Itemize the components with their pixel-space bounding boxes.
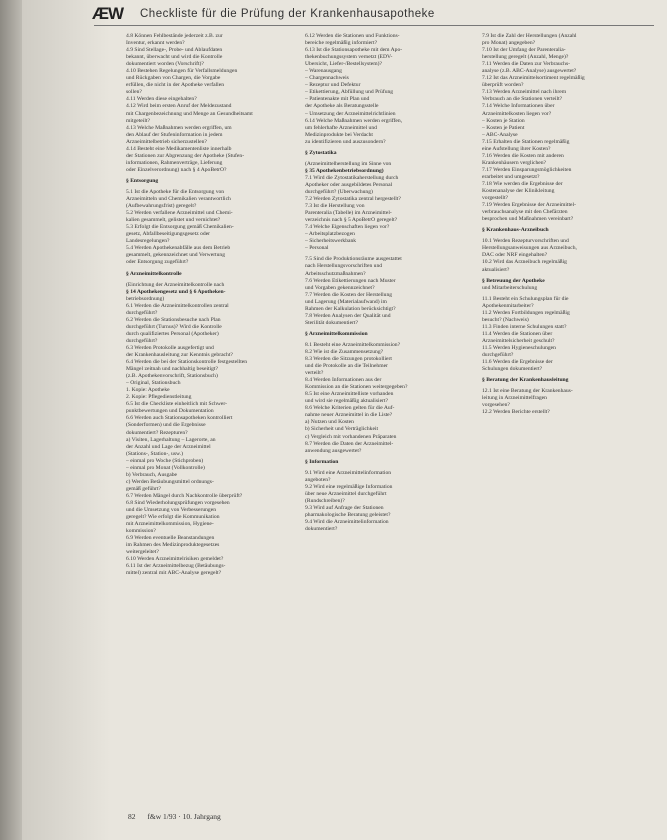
text-line: betriebsordnung)	[126, 295, 165, 302]
text-line: c) Werden Betäubungsmittel ordnungs-	[126, 478, 214, 485]
text-line: Kostenanalyse der Klinikleitung	[482, 188, 555, 195]
text-line: durchgeführt? (Überwachung)	[305, 188, 373, 195]
page-number: 82	[128, 812, 136, 821]
text-line: bereiche regelmäßig informiert?	[305, 40, 378, 47]
text-line: 8.3 Werden die Sitzungen protokolliert	[305, 356, 392, 363]
text-line: oder Entsorgung zugeführt?	[126, 259, 189, 266]
text-line: – Personal	[305, 245, 329, 252]
text-line: 7.8 Werden Analysen der Qualität und	[305, 312, 391, 319]
section-heading: § 14 Apothekengesetz und § 6 Apotheken-	[126, 288, 226, 295]
text-line: Parenteralia (Tabelle) im Arzneimittel-	[305, 210, 392, 217]
text-line: analyse (z.B. ABC-Analyse) ausgewertet?	[482, 68, 577, 75]
text-line: Apotheker oder ausgebildetes Personal	[305, 181, 393, 188]
text-line: verbrauchsanalyse mit den Chefärzten	[482, 209, 568, 216]
text-line: 7.2 Werden Zytostatika zentral hergestellt?	[305, 196, 401, 203]
page-header	[92, 4, 652, 26]
text-line: nahme neuer Arzneimittel in die Liste?	[305, 412, 393, 419]
page-title: Checkliste für die Prüfung der Krankenhausapotheke	[140, 8, 435, 20]
section-heading: § Arzneimittelkontrolle	[126, 270, 182, 277]
text-line: 4.11 Werden diese eingehalten?	[126, 96, 197, 103]
text-line: (Aufbewahrungsfrist) geregelt?	[126, 203, 197, 210]
text-line: (Stations-, Station-, usw.)	[126, 450, 183, 457]
section-heading: § Betreuung der Apotheke	[482, 277, 545, 284]
text-line: 7.13 Werden Arzneimittel nach ihrem	[482, 89, 567, 96]
text-line: und Vorgaben gekennzeichnet?	[305, 284, 375, 291]
text-line: 7.11 Werden die Daten zur Verbrauchs-	[482, 61, 570, 68]
text-line: – Kosten je Patient	[482, 124, 525, 131]
section-heading: § Arzneimittelkommission	[305, 330, 368, 337]
text-line: 9.1 Wird eine Arzneimittelinformation	[305, 469, 392, 476]
text-line: 7.15 Erhalten die Stationen regelmäßig	[482, 138, 570, 145]
text-line: dokumentiert? Rezepturen?	[126, 429, 188, 436]
text-line: 6.6 Werden auch Stationsapotheken kontrolliert	[126, 415, 233, 422]
text-line: Rahmen der Kalkulation berücksichtigt?	[305, 305, 396, 312]
text-line: Verbrauch an die Stationen verteilt?	[482, 96, 563, 103]
footer-source: f&w 1/93 · 10. Jahrgang	[147, 812, 221, 821]
text-line: – Etikettierung, Abfüllung und Prüfung	[305, 89, 394, 96]
text-line: 7.9 Ist die Zahl der Herstellungen (Anzahl	[482, 33, 577, 39]
text-line: 4.8 Können Fehlbestände jederzeit z.B. zur	[126, 33, 223, 39]
text-line: 6.13 Ist die Stationsapotheke mit dem Apo-	[305, 47, 403, 54]
text-line: und wird sie regelmäßig aktualisiert?	[305, 398, 388, 405]
text-line: – Umsetzung der Arzneimittelrichtlinien	[305, 110, 396, 117]
text-line: 6.11 Ist der Arzneimittelbezug (Betäubungs-	[126, 563, 226, 570]
text-line: 6.14 Welche Maßnahmen werden ergriffen,	[305, 117, 403, 124]
text-line: 4.13 Welche Maßnahmen werden ergriffen, um	[126, 124, 232, 131]
text-line: durchgeführt?	[126, 309, 158, 316]
text-line: bekannt, überwacht und wird die Kontrolle	[126, 54, 223, 61]
text-line: mitgeteilt?	[126, 117, 150, 124]
text-line: – einmal pro Monat (Vollkontrolle)	[126, 464, 205, 471]
text-line: DAC oder NRF eingehalten?	[482, 252, 548, 259]
text-line: mit Arzneimittelkommission, Hygiene-	[126, 521, 214, 528]
text-line: 4.12 Wird beim ersten Anruf der Meldezustand	[126, 103, 232, 110]
section-heading: § Beratung der Krankenhausleitung	[482, 377, 569, 384]
text-line: nach Herstellungsvorschriften und	[305, 263, 383, 270]
text-line: gesammelt, gekennzeichnet und Verwertung	[126, 252, 225, 259]
text-line: Mängel zeitnah und nachhaltig beseitigt?	[126, 366, 218, 373]
text-line: 5.3 Erfolgt die Entsorgung gemäß Chemikalien-	[126, 224, 234, 231]
text-line: – einmal pro Woche (Stichproben)	[126, 457, 204, 464]
text-line: im Rahmen des Medizinproduktegesetzes	[126, 542, 220, 549]
text-line: 5.4 Werden Apothekenabfälle aus dem Betrieb	[126, 245, 231, 252]
text-line: 9.3 Wird auf Anfrage der Stationen	[305, 504, 384, 511]
text-line: über neue Arzneimittel durchgeführt	[305, 490, 387, 497]
text-line: zu identifizieren und auszusondern?	[305, 138, 386, 145]
text-line: Inventur, erkannt werden?	[126, 40, 185, 47]
text-line: (Einrichtung der Arzneimittelkontrolle nach	[126, 281, 225, 288]
text-line: Schulungen dokumentiert?	[482, 366, 543, 373]
text-line: Apothekenmitarbeiter?	[482, 302, 534, 309]
text-line: leitung in Arzneimittelfragen	[482, 395, 547, 402]
text-line: 8.1 Besteht eine Arzneimittelkommission?	[305, 341, 401, 348]
text-line: 4.9 Sind Stellage-, Probe- und Ablaufdaten	[126, 47, 223, 54]
text-line: 11.5 Werden Hygieneschulungen	[482, 344, 556, 351]
text-line: 11.1 Besteht ein Schulungsplan für die	[482, 295, 569, 302]
text-line: (Arzneimittelherstellung im Sinne von	[305, 160, 392, 167]
text-line: 7.12 Ist das Arzneimittelsortiment regelmäßig	[482, 75, 585, 82]
text-line: 7.4 Welche Eigenschaften liegen vor?	[305, 224, 390, 231]
text-line: kalien gesammelt, gelistet und vernichtet?	[126, 217, 221, 224]
text-line: Arzneimittelbetrieb sicherzustellen?	[126, 138, 207, 145]
text-column-3	[482, 33, 654, 803]
text-line: – Original, Stationsbuch	[126, 380, 181, 387]
text-line: durch qualifiziertes Personal (Apotheker)	[126, 330, 219, 337]
text-line: 7.10 Ist der Umfang der Parenteralia-	[482, 47, 566, 54]
text-line: mit Chargenbezeichnung und Menge an Gesundheitsamt	[126, 110, 253, 117]
text-column-1	[126, 33, 296, 803]
text-line: b) Verbrauch, Ausgabe	[126, 471, 178, 478]
text-line: kommission?	[126, 528, 156, 535]
text-line: um fehlerhafte Arzneimittel und	[305, 124, 377, 131]
text-line: – Sicherheitswerkbank	[305, 238, 357, 245]
book-gutter	[0, 0, 22, 840]
text-line: erfüllen, die nicht in der Apotheke verfallen	[126, 82, 225, 89]
text-line: 7.14 Welche Informationen über	[482, 103, 555, 110]
text-line: 7.3 Ist die Herstellung von	[305, 203, 365, 210]
text-line: thekenbuchungssystem vernetzt (EDV-	[305, 54, 393, 61]
section-heading: § Entsorgung	[126, 177, 159, 184]
text-line: 11.6 Werden die Ergebnisse der	[482, 359, 553, 366]
text-line: dokumentiert?	[305, 526, 338, 533]
text-line: b) Sicherheit und Verträglichkeit	[305, 426, 379, 433]
text-line: 11.3 Finden interne Schulungen statt?	[482, 323, 567, 330]
section-heading: § Information	[305, 458, 339, 465]
text-line: 7.17 Werden Einsparungsmöglichkeiten	[482, 166, 572, 173]
text-line: und die Umsetzung von Verbesserungen	[126, 507, 216, 514]
text-line: punktbewertungen und Dokumentation	[126, 408, 214, 415]
text-line: 10.2 Wird das Arzneibuch regelmäßig	[482, 259, 567, 266]
text-line: und die Protokolle an die Teilnehmer	[305, 363, 388, 370]
text-line: eine Aufstellung ihrer Kosten?	[482, 145, 551, 152]
text-line: (Rundschreiben)?	[305, 497, 345, 504]
text-line: Krankenhäusern verglichen?	[482, 159, 547, 166]
text-line: 8.5 Ist eine Arzneimittelliste vorhanden	[305, 391, 394, 398]
section-heading: § Krankenhaus-Arzneibuch	[482, 227, 549, 234]
text-line: 12.1 Ist eine Beratung der Krankenhaus-	[482, 388, 573, 395]
text-line: informationen, Rahmenverträge, Lieferung	[126, 159, 223, 166]
page-footer	[128, 812, 231, 821]
section-heading: § Zytostatika	[305, 149, 337, 156]
text-line: 11.4 Werden die Stationen über	[482, 330, 553, 337]
text-line: 1. Kopie: Apotheke	[126, 387, 170, 394]
text-line: der Anzahl und Lage der Arzneimittel	[126, 443, 211, 450]
text-line: Landesregelungen?	[126, 238, 170, 245]
text-line: 8.7 Werden die Daten der Arzneimittel-	[305, 440, 394, 447]
text-line: Medizinprodukte bei Verdacht	[305, 131, 373, 138]
text-line: geregelt? Wie erfolgt die Kommunikation	[126, 514, 220, 521]
text-line: 6.3 Werden Protokolle ausgefertigt und	[126, 344, 214, 351]
text-line: – ABC-Analyse	[482, 131, 518, 138]
text-line: – Chargennachweis	[305, 75, 349, 82]
text-line: durchgeführt?	[126, 337, 158, 344]
text-line: 6.5 Ist die Checkliste einheitlich mit Schwer-	[126, 401, 228, 408]
text-line: – Rezeptur und Defektur	[305, 82, 361, 89]
text-line: – Warenausgang	[305, 68, 342, 75]
text-line: sollen?	[126, 89, 142, 96]
text-line: erarbeitet und umgesetzt?	[482, 173, 540, 180]
text-line: Arzneimittelkosten liegen vor?	[482, 110, 552, 117]
text-line: 6.4 Werden die bei der Stationskontrolle festgestellten	[126, 359, 248, 366]
text-line: 10.1 Werden Rezepturvorschriften und	[482, 238, 569, 245]
text-line: und Mitarbeiterschulung	[482, 284, 538, 291]
text-column-2	[305, 33, 473, 803]
section-heading: § 35 Apothekenbetriebsordnung)	[305, 167, 384, 174]
text-line: weitergeleitet?	[126, 549, 159, 556]
text-line: (z.B. Apothekenvorschrift, Stationsbuch)	[126, 373, 218, 380]
text-line: 12.2 Werden Berichte erstellt?	[482, 409, 550, 416]
text-line: a) Nutzen und Kosten	[305, 419, 354, 426]
text-line: 7.19 Werden Ergebnisse der Arzneimittel-	[482, 202, 576, 209]
text-line: 6.8 Sind Wiederholungsprüfungen vorgesehen	[126, 500, 230, 506]
text-line: 6.12 Werden die Stationen und Funktions-	[305, 33, 400, 39]
text-line: angeboten?	[305, 476, 331, 483]
text-line: 4.14 Besteht eine Medikamentenliste innerhalb	[126, 145, 232, 152]
text-line: pharmakologische Beratung geleistet?	[305, 512, 391, 518]
text-line: Sterilität dokumentiert?	[305, 319, 358, 326]
text-line: – Patientenakte mit Plan und	[305, 96, 370, 103]
text-line: aktualisiert?	[482, 266, 510, 273]
text-line: 5.1 Ist die Apotheke für die Entsorgung von	[126, 188, 225, 195]
text-line: gemäß geführt?	[126, 485, 161, 492]
text-line: 2. Kopie: Pflegedienstleitung	[126, 394, 192, 401]
text-line: mittel) zentral mit ABC-Analyse geregelt?	[126, 570, 222, 577]
text-line: der Krankenhausleitung zur Kenntnis gebracht?	[126, 352, 233, 359]
text-line: oder Einzelverordnung) nach § 4 ApoBetrO?	[126, 166, 227, 173]
text-line: 9.2 Wird eine regelmäßige Information	[305, 483, 393, 490]
text-line: durchgeführt (Turnus)? Wird die Kontrolle	[126, 323, 222, 330]
text-line: herstellung geregelt (Anzahl, Menge)?	[482, 54, 569, 61]
publisher-logo: ÆW	[92, 4, 124, 23]
text-line: verzeichnis nach § 5 ApoBetrO geregelt?	[305, 217, 398, 224]
text-line: 9.4 Wird die Arzneimittelinformation	[305, 519, 389, 526]
text-line: Arzneimittelsicherheit geschult?	[482, 337, 555, 344]
text-line: verteilt?	[305, 370, 324, 377]
text-line: 8.6 Welche Kriterien gelten für die Auf-	[305, 405, 395, 412]
text-line: 6.2 Werden die Stationsbesuche nach Plan	[126, 316, 221, 323]
text-line: gesetz, Abfallbeseitigungsgesetz oder	[126, 231, 211, 238]
text-line: 7.5 Sind die Produktionsräume ausgestattet	[305, 256, 402, 263]
text-line: Kommission an die Stationen weitergegeben?	[305, 384, 408, 391]
text-line: 7.1 Wird die Zytostatikaherstellung durch	[305, 174, 399, 181]
text-line: 5.2 Werden verfallene Arzneimittel und Chemi-	[126, 210, 233, 217]
text-line: 7.7 Werden die Kosten der Herstellung	[305, 291, 393, 298]
text-line: – Arbeitsplatzbezogen	[305, 231, 355, 238]
text-line: 6.7 Werden Mängel durch Nachkontrolle überprüft?	[126, 492, 243, 499]
text-line: 6.9 Werden eventuelle Beanstandungen	[126, 535, 215, 542]
text-line: Übersicht, Liefer-/Bestellsystem)?	[305, 61, 382, 68]
text-line: 7.6 Werden Etikettierungen nach Muster	[305, 277, 396, 284]
text-line: und Lagerung (Materialaufwand) im	[305, 298, 387, 305]
text-line: der Apotheke als Beratungsstelle	[305, 103, 379, 110]
page-shadow	[22, 0, 110, 840]
text-line: 4.10 Bestehen Regelungen für Verfallsmeldungen	[126, 68, 238, 75]
text-line: 7.16 Werden die Kosten mit anderen	[482, 152, 564, 159]
text-line: 8.2 Wie ist die Zusammensetzung?	[305, 348, 384, 355]
text-line: (Sonderformen) und die Ergebnisse	[126, 422, 206, 429]
text-line: 11.2 Werden Fortbildungen regelmäßig	[482, 309, 570, 316]
text-line: 7.18 Wie werden die Ergebnisse der	[482, 180, 563, 187]
text-line: Herstellungsanweisungen aus Arzneibuch,	[482, 245, 577, 252]
text-line: 6.10 Werden Arzneimittelrisiken gemeldet?	[126, 556, 224, 563]
text-line: c) Vergleich mit vorhandenen Präparaten	[305, 433, 397, 440]
header-rule	[94, 25, 654, 26]
text-line: Arzneimitteln und Chemikalien verantwortlich	[126, 196, 231, 203]
text-line: überprüft worden?	[482, 82, 524, 89]
text-line: den Ablauf der Stufeninformation in jedem	[126, 131, 223, 138]
text-line: vorgestellt?	[482, 195, 508, 202]
text-line: anwendung ausgewertet?	[305, 447, 362, 454]
text-line: durchgeführt?	[482, 352, 514, 359]
text-line: dokumentiert worden (Vorschrift)?	[126, 61, 204, 68]
text-line: pro Monat) angegeben?	[482, 40, 536, 47]
text-line: – Kosten je Station	[482, 117, 525, 124]
text-line: 6.1 Werden die Arzneimittelkontrollen zentral	[126, 302, 229, 309]
text-line: Arbeitsschutzmaßnahmen?	[305, 270, 366, 277]
text-line: 8.4 Werden Informationen aus der	[305, 377, 382, 384]
text-line: der Stationen zur Abgrenzung der Apotheke (Stufen-	[126, 152, 245, 159]
text-line: a) Visiten, Lagerhaltung – Lagerorte, an	[126, 436, 216, 443]
text-line: und Rückgaben von Chargen, die Vorgabe	[126, 75, 221, 82]
text-line: vorgesehen?	[482, 402, 510, 409]
text-line: besprochen und Maßnahmen vereinbart?	[482, 216, 574, 223]
text-line: besucht? (Nachweis)	[482, 316, 529, 323]
